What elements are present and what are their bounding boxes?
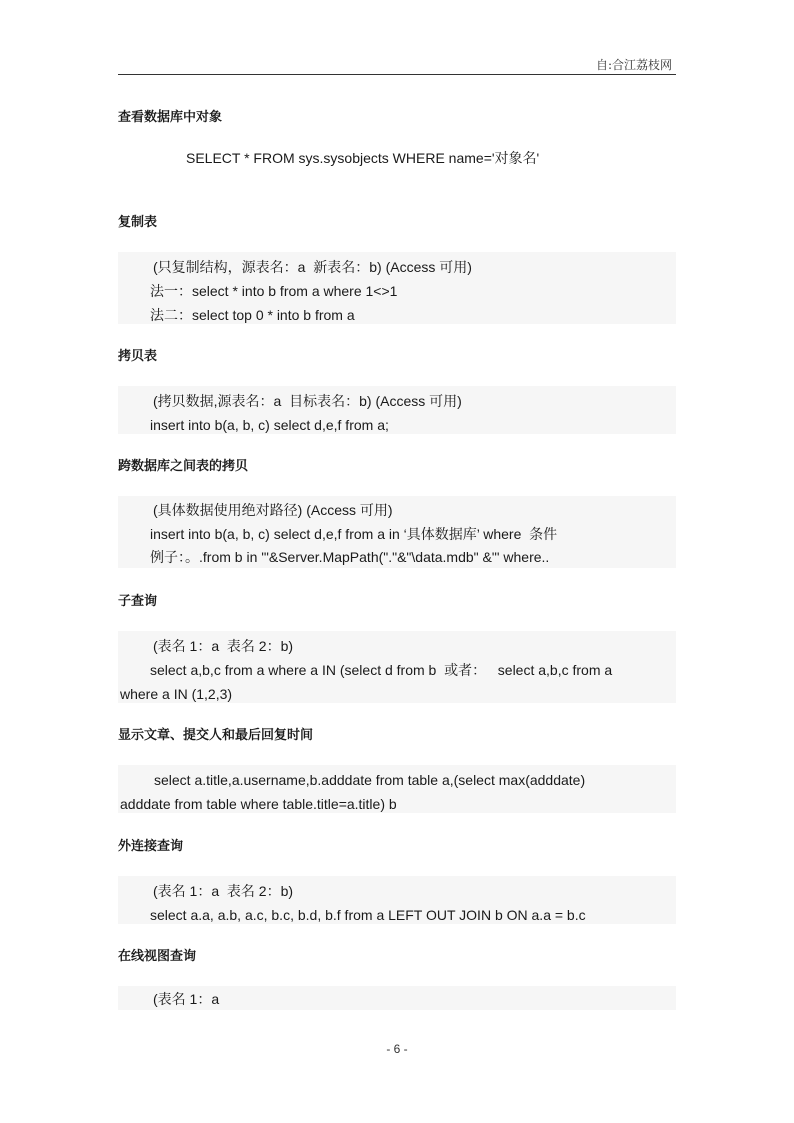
- code-block: [118, 386, 676, 434]
- header-source: 自:合江荔枝网: [595, 58, 672, 72]
- code-line: select a,b,c from a where a IN (select d from b 或者： select a,b,c from a: [150, 662, 613, 678]
- code-line: select a.a, a.b, a.c, b.c, b.d, b.f from a LEFT OUT JOIN b ON a.a = b.c: [150, 907, 586, 923]
- code-line: insert into b(a, b, c) select d,e,f from a;: [150, 417, 389, 433]
- page-number: - 6 -: [386, 1042, 408, 1056]
- code-line: (表名 1：a: [153, 991, 220, 1007]
- code-line: 法一：select * into b from a where 1<>1: [150, 283, 398, 299]
- code-block: [118, 631, 676, 703]
- code-block: [118, 876, 676, 924]
- code-line: (具体数据使用绝对路径) (Access 可用): [153, 502, 393, 518]
- code-line: (表名 1：a 表名 2：b): [153, 883, 294, 899]
- code-line: (表名 1：a 表名 2：b): [153, 638, 294, 654]
- code-line: 法二：select top 0 * into b from a: [150, 307, 355, 323]
- code-line: where a IN (1,2,3): [120, 686, 233, 702]
- section-heading: 显示文章、提交人和最后回复时间: [118, 727, 314, 742]
- section-heading: 在线视图查询: [118, 948, 197, 963]
- section-heading: 子查询: [118, 593, 158, 608]
- code-line: SELECT * FROM sys.sysobjects WHERE name='对象名': [186, 150, 540, 166]
- code-block: [118, 252, 676, 324]
- section-heading: 查看数据库中对象: [118, 109, 223, 124]
- section-heading: 外连接查询: [118, 838, 184, 853]
- code-line: 例子：。.from b in '"&Server.MapPath("."&"\data.mdb" &"' where..: [150, 549, 550, 565]
- code-line: adddate from table where table.title=a.title) b: [120, 796, 397, 812]
- section-heading: 拷贝表: [118, 348, 158, 363]
- section-heading: 复制表: [118, 214, 158, 229]
- code-line: insert into b(a, b, c) select d,e,f from a in ‘具体数据库’ where 条件: [150, 525, 558, 542]
- code-block: [118, 496, 676, 568]
- code-line: select a.title,a.username,b.adddate from table a,(select max(adddate): [154, 772, 586, 788]
- code-block: [118, 765, 676, 813]
- code-line: (拷贝数据,源表名：a 目标表名：b) (Access 可用): [153, 393, 462, 409]
- page-header: [118, 52, 676, 75]
- section-heading: 跨数据库之间表的拷贝: [118, 458, 249, 473]
- code-block: [118, 986, 676, 1010]
- code-line: (只复制结构，源表名：a 新表名：b) (Access 可用): [153, 259, 472, 275]
